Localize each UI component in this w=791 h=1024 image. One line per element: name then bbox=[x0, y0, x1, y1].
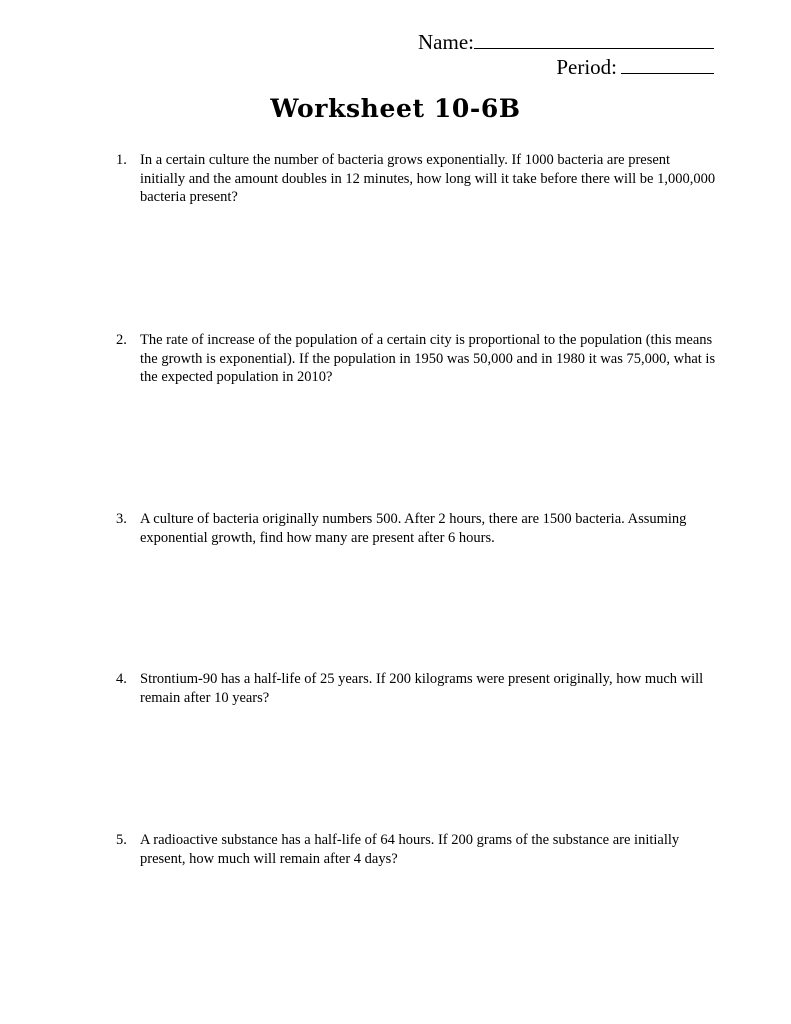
name-blank-line[interactable] bbox=[474, 30, 714, 49]
question-2 bbox=[116, 331, 716, 387]
worksheet-title bbox=[0, 94, 791, 123]
question-4 bbox=[116, 670, 716, 707]
question-number: 5. bbox=[116, 832, 127, 848]
question-1 bbox=[116, 151, 716, 207]
question-5 bbox=[116, 831, 716, 868]
question-number: 4. bbox=[116, 671, 127, 687]
question-number: 2. bbox=[116, 332, 127, 348]
question-text: In a certain culture the number of bacteria grows exponentially. If 1000 bacteria are present initially and the amount doubles in 12 minutes, how long will it take before there will be 1,000,000 bacteria present? bbox=[140, 152, 716, 206]
question-number: 1. bbox=[116, 152, 127, 168]
period-label: Period: bbox=[556, 55, 617, 79]
name-label: Name: bbox=[418, 30, 474, 54]
period-blank-line[interactable] bbox=[621, 55, 714, 74]
question-text: A radioactive substance has a half-life of 64 hours. If 200 grams of the substance are initially present, how much will remain after 4 days? bbox=[140, 832, 680, 867]
name-field[interactable] bbox=[418, 30, 714, 54]
period-field[interactable] bbox=[556, 55, 714, 79]
worksheet-title-text: Worksheet 10-6B bbox=[270, 94, 521, 123]
question-number: 3. bbox=[116, 511, 127, 527]
question-3 bbox=[116, 510, 716, 547]
question-text: Strontium-90 has a half-life of 25 years. If 200 kilograms were present originally, how much will remain after 10 years? bbox=[140, 671, 704, 706]
question-text: A culture of bacteria originally numbers 500. After 2 hours, there are 1500 bacteria. Assuming exponential growth, find how many are present after 6 hours. bbox=[140, 511, 687, 546]
question-text: The rate of increase of the population of a certain city is proportional to the population (this means the growth is exponential). If the population in 1950 was 50,000 and in 1980 it was 75,000, what is the expected population in 2010? bbox=[140, 332, 716, 386]
